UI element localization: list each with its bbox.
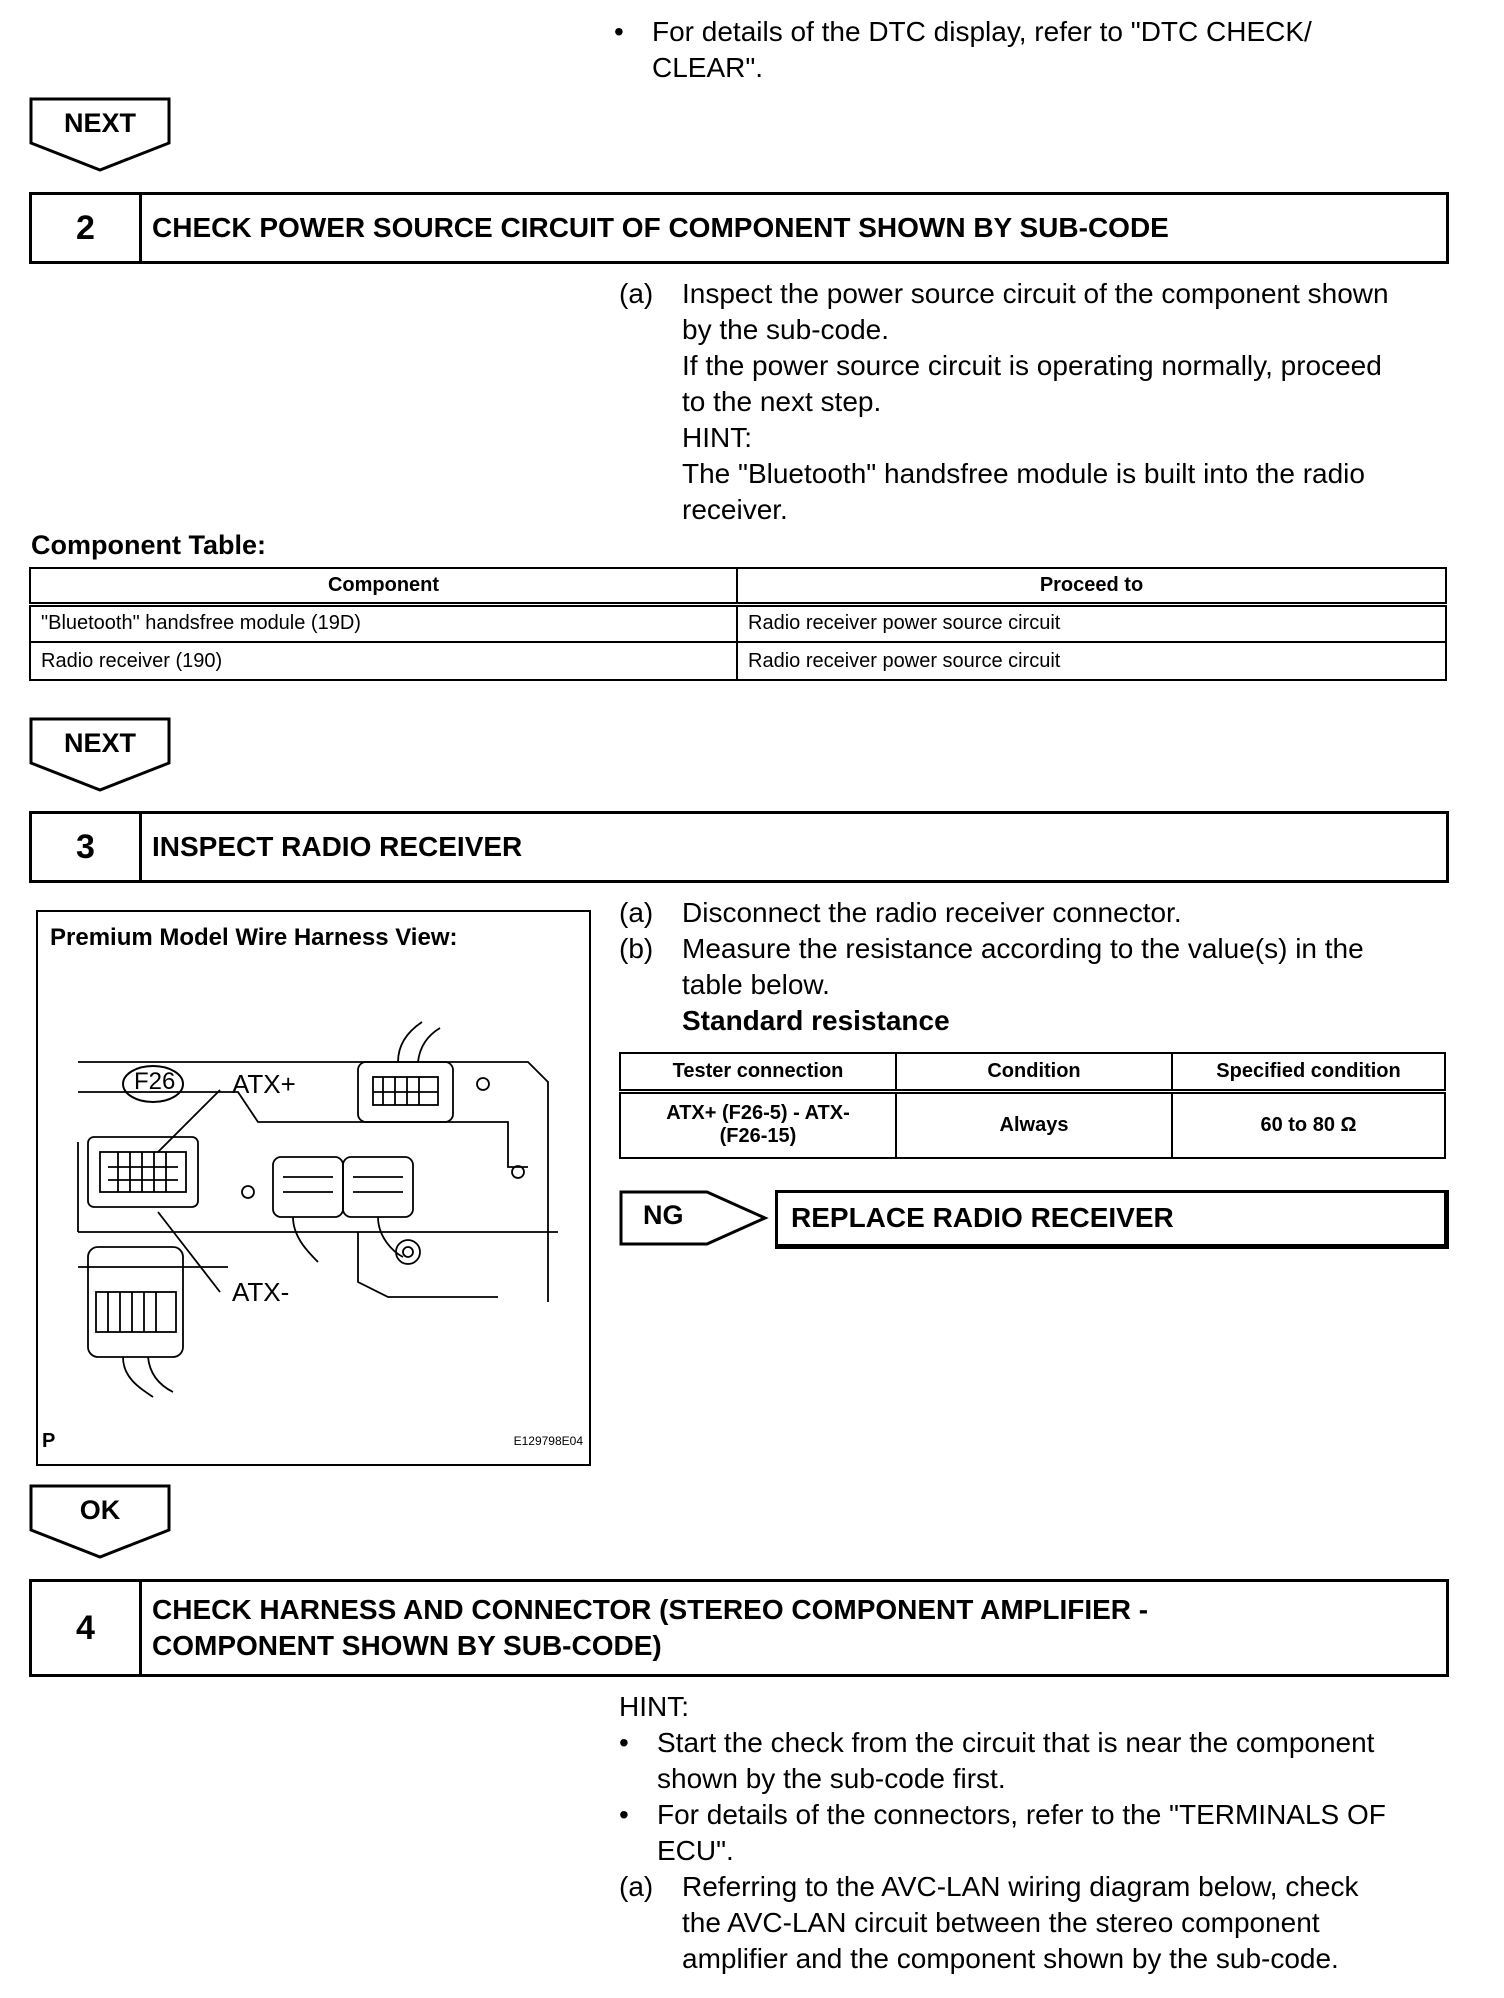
bullet-marker: • xyxy=(619,1799,629,1830)
step-4-a-line: Referring to the AVC-LAN wiring diagram below, check xyxy=(682,1871,1359,1902)
ng-action-box: REPLACE RADIO RECEIVER xyxy=(775,1190,1449,1249)
step-4-number: 4 xyxy=(32,1582,142,1674)
table-header-cell: Tester connection xyxy=(620,1053,896,1091)
table-header-cell: Component xyxy=(30,568,737,604)
atx-plus-label: ATX+ xyxy=(232,1069,296,1099)
step-2-header xyxy=(29,192,1449,264)
next-label: NEXT xyxy=(63,108,136,138)
resistance-table xyxy=(619,1052,1446,1159)
component-table xyxy=(29,567,1447,681)
step-2-line: Inspect the power source circuit of the component shown xyxy=(682,278,1389,309)
step-3-text-a: Disconnect the radio receiver connector. xyxy=(682,897,1182,928)
top-bullet xyxy=(614,14,1312,86)
ng-label: NG xyxy=(643,1200,684,1230)
step-3-header xyxy=(29,811,1449,883)
next-button-1[interactable] xyxy=(29,97,171,173)
table-cell: Radio receiver power source circuit xyxy=(737,642,1446,680)
bullet-marker: • xyxy=(614,16,624,47)
step-3-item-b xyxy=(619,931,1364,1039)
table-row xyxy=(30,604,1446,642)
step-3-number: 3 xyxy=(32,814,142,880)
right-arrow-frame-icon xyxy=(619,1190,769,1246)
table-row xyxy=(30,642,1446,680)
connection-line2: (F26-15) xyxy=(719,1125,797,1148)
next-button-2[interactable] xyxy=(29,717,171,793)
table-cell: Radio receiver power source circuit xyxy=(737,604,1446,642)
component-table-caption: Component Table: xyxy=(31,530,266,560)
figure-code: E129798E04 xyxy=(513,1434,583,1448)
top-bullet-line2: CLEAR". xyxy=(652,52,764,83)
item-marker: (a) xyxy=(619,278,654,309)
ok-button[interactable] xyxy=(29,1484,171,1560)
ok-label: OK xyxy=(79,1495,121,1525)
standard-resistance-label: Standard resistance xyxy=(682,1005,950,1036)
connection-line1: ATX+ (F26-5) - ATX- xyxy=(666,1102,850,1125)
step-2-line: receiver. xyxy=(682,494,788,525)
step-2-title: CHECK POWER SOURCE CIRCUIT OF COMPONENT SHOWN BY SUB-CODE xyxy=(152,212,1169,243)
bullet-line: ECU". xyxy=(657,1835,734,1866)
next-label: NEXT xyxy=(63,728,136,758)
step-2-line: HINT: xyxy=(682,422,752,453)
step-2-line: If the power source circuit is operating normally, proceed xyxy=(682,350,1382,381)
item-marker: (a) xyxy=(619,897,654,928)
step-3-text-b-line1: Measure the resistance according to the value(s) in the xyxy=(682,933,1364,964)
step-4-bullet-2 xyxy=(619,1797,1386,1869)
step-3-item-a xyxy=(619,895,1182,931)
table-header-cell: Specified condition xyxy=(1172,1053,1445,1091)
table-cell: Radio receiver (190) xyxy=(30,642,737,680)
step-4-hint: HINT: xyxy=(619,1691,689,1722)
table-header-row xyxy=(30,568,1446,604)
step-4-title xyxy=(142,1582,1158,1674)
bullet-line: Start the check from the circuit that is near the component xyxy=(657,1727,1375,1758)
step-4-header xyxy=(29,1579,1449,1677)
item-marker: (a) xyxy=(619,1871,654,1902)
table-cell: "Bluetooth" handsfree module (19D) xyxy=(30,604,737,642)
table-row xyxy=(620,1091,1445,1158)
wire-harness-figure xyxy=(36,910,591,1466)
item-marker: (b) xyxy=(619,933,654,964)
table-cell: Always xyxy=(896,1091,1172,1158)
table-header-cell: Proceed to xyxy=(737,568,1446,604)
step-2-line: by the sub-code. xyxy=(682,314,890,345)
atx-minus-label: ATX- xyxy=(232,1277,290,1307)
figure-title: Premium Model Wire Harness View: xyxy=(50,924,458,951)
table-cell xyxy=(620,1091,896,1158)
figure-corner-letter: P xyxy=(42,1430,56,1452)
step-4-a-line: the AVC-LAN circuit between the stereo component xyxy=(682,1907,1320,1938)
step-4-item-a xyxy=(619,1869,1358,1977)
connector-label-f26: F26 xyxy=(134,1068,176,1095)
radio-receiver-drawing xyxy=(38,912,589,1464)
step-4-title-line1: CHECK HARNESS AND CONNECTOR (STEREO COMPONENT AMPLIFIER - xyxy=(152,1594,1149,1625)
table-cell: 60 to 80 Ω xyxy=(1172,1091,1445,1158)
top-bullet-line1: For details of the DTC display, refer to "DTC CHECK/ xyxy=(652,16,1312,47)
step-2-line: to the next step. xyxy=(682,386,882,417)
bullet-line: shown by the sub-code first. xyxy=(657,1763,1006,1794)
step-4-title-line2: COMPONENT SHOWN BY SUB-CODE) xyxy=(152,1630,662,1661)
step-2-item-a xyxy=(619,276,1389,528)
bullet-marker: • xyxy=(619,1727,629,1758)
step-3-title: INSPECT RADIO RECEIVER xyxy=(152,831,523,862)
ng-button[interactable] xyxy=(619,1190,769,1246)
bullet-line: For details of the connectors, refer to the "TERMINALS OF xyxy=(657,1799,1386,1830)
step-4-bullet-1 xyxy=(619,1725,1374,1797)
table-header-cell: Condition xyxy=(896,1053,1172,1091)
table-header-row xyxy=(620,1053,1445,1091)
step-3-text-b-line2: table below. xyxy=(682,969,830,1000)
step-4-a-line: amplifier and the component shown by the sub-code. xyxy=(682,1943,1339,1974)
step-2-number: 2 xyxy=(32,195,142,261)
step-2-line: The "Bluetooth" handsfree module is built into the radio xyxy=(682,458,1365,489)
